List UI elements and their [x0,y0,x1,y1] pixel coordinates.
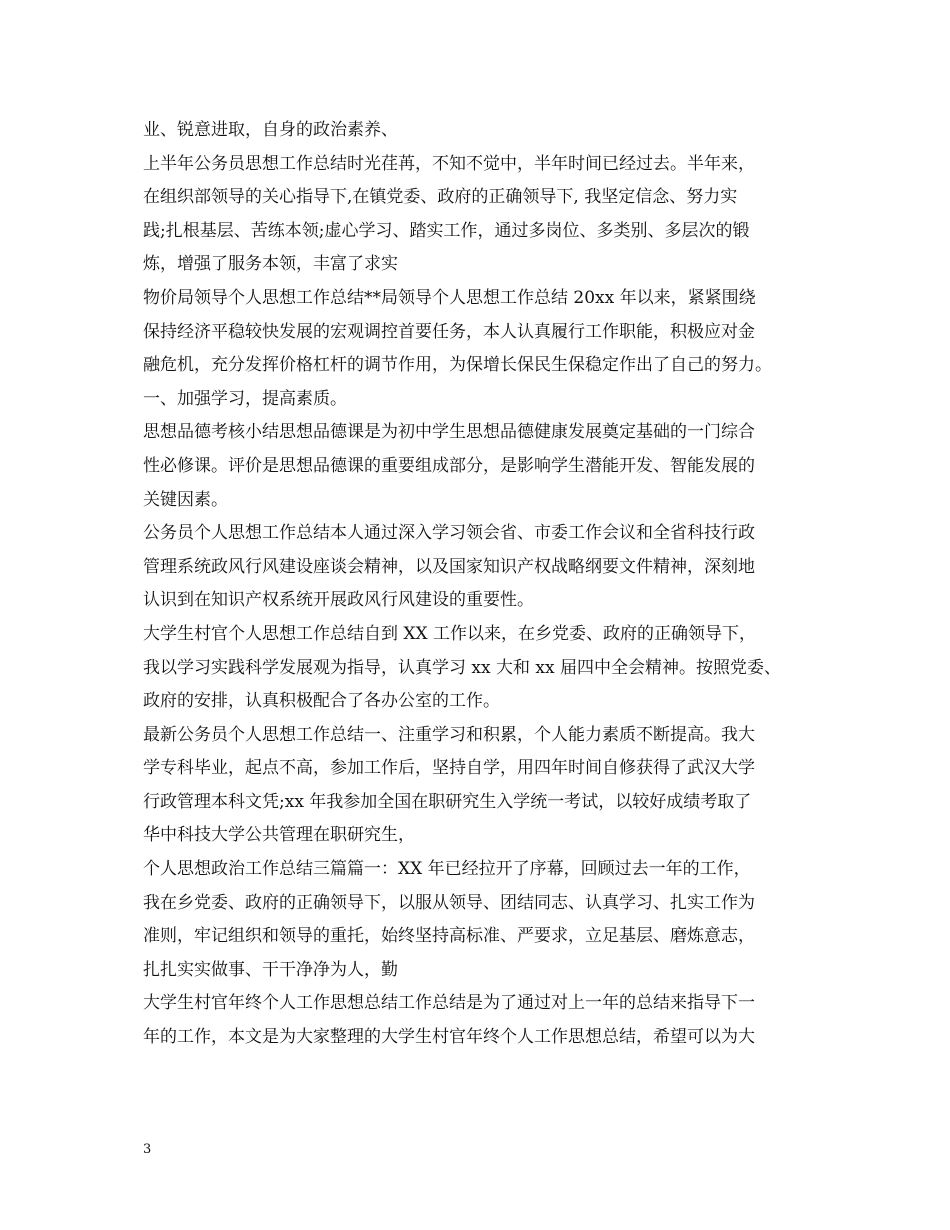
text-line: 大学生村官年终个人工作思想总结工作总结是为了通过对上一年的总结来指导下一 [143,993,755,1014]
text-line: 融危机，充分发挥价格杠杆的调节作用，为保增长保民生保稳定作出了自己的努力。 [143,355,772,376]
page-number: 3 [143,1142,152,1157]
text-line: 我以学习实践科学发展观为指导，认真学习 xx 大和 xx 届四中全会精神。按照党委、 [143,657,781,678]
text-line: 华中科技大学公共管理在职研究生， [143,825,415,846]
text-line: 政府的安排，认真积极配合了各办公室的工作。 [143,691,500,712]
text-line: 最新公务员个人思想工作总结一、注重学习和积累，个人能力素质不断提高。我大 [143,724,755,745]
text-line: 扎扎实实做事、干干净净为人，勤 [143,959,398,980]
document-body [143,119,833,1060]
section-heading: 一、加强学习，提高素质。 [143,388,347,409]
text-line: 认识到在知识产权系统开展政风行风建设的重要性。 [143,590,534,611]
text-line: 管理系统政风行风建设座谈会精神，以及国家知识产权战略纲要文件精神，深刻地 [143,556,755,577]
text-line: 在组织部领导的关心指导下,在镇党委、政府的正确领导下, 我坚定信念、努力实 [143,187,738,208]
text-line: 物价局领导个人思想工作总结**局领导个人思想工作总结 20xx 年以来，紧紧围绕 [143,287,756,308]
text-line: 炼，增强了服务本领，丰富了求实 [143,254,398,275]
text-line: 学专科毕业，起点不高，参加工作后，坚持自学，用四年时间自修获得了武汉大学 [143,758,755,779]
text-line: 行政管理本科文凭;xx 年我参加全国在职研究生入学统一考试，以较好成绩考取了 [143,791,752,812]
text-line: 年的工作，本文是为大家整理的大学生村官年终个人工作思想总结，希望可以为大 [143,1027,755,1048]
text-line: 思想品德考核小结思想品德课是为初中学生思想品德健康发展奠定基础的一门综合 [143,422,755,443]
text-line: 关键因素。 [143,489,228,510]
text-line: 大学生村官个人思想工作总结自到 XX 工作以来，在乡党委、政府的正确领导下， [143,623,757,644]
text-line: 上半年公务员思想工作总结时光荏苒，不知不觉中，半年时间已经过去。半年来， [143,153,755,174]
text-line: 业、锐意进取，自身的政治素养、 [143,120,398,140]
text-line: 准则，牢记组织和领导的重托，始终坚持高标准、严要求，立足基层、磨炼意志， [143,926,755,947]
text-line: 践;扎根基层、苦练本领;虚心学习、踏实工作，通过多岗位、多类别、多层次的锻 [143,220,750,241]
text-line: 公务员个人思想工作总结本人通过深入学习领会省、市委工作会议和全省科技行政 [143,523,755,544]
text-line: 个人思想政治工作总结三篇篇一：XX 年已经拉开了序幕，回顾过去一年的工作， [143,859,751,880]
text-line: 保持经济平稳较快发展的宏观调控首要任务，本人认真履行工作职能，积极应对金 [143,321,755,342]
text-line: 性必修课。评价是思想品德课的重要组成部分，是影响学生潜能开发、智能发展的 [143,455,755,476]
text-line: 我在乡党委、政府的正确领导下，以服从领导、团结同志、认真学习、扎实工作为 [143,892,755,913]
